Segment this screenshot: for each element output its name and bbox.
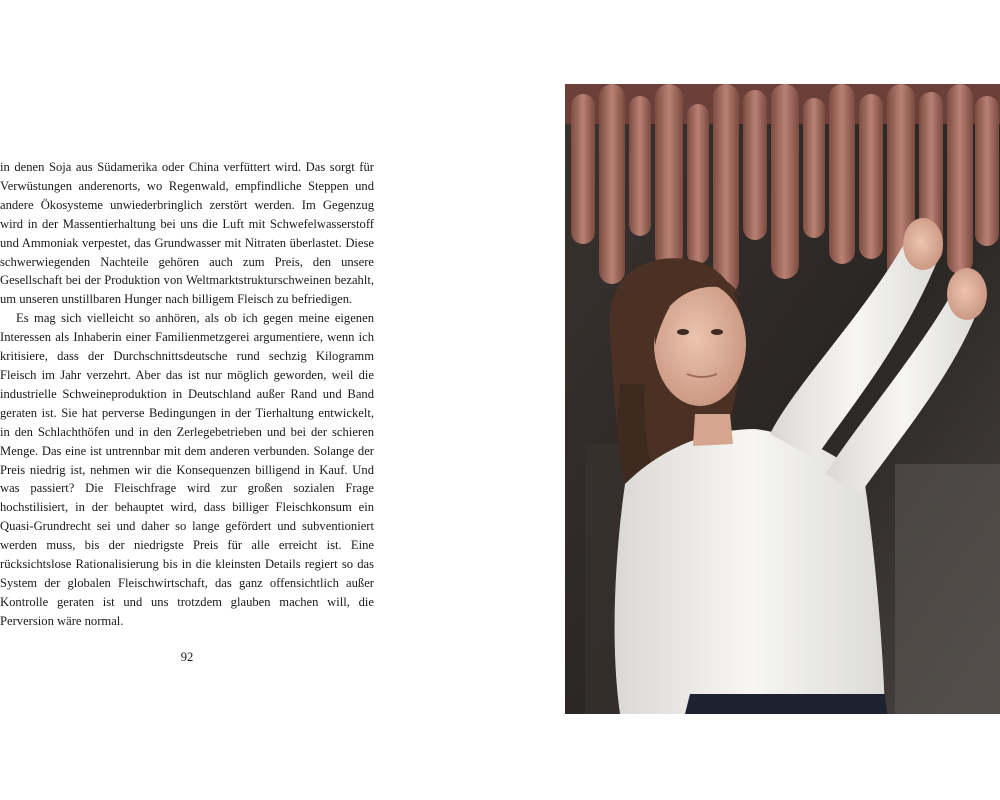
butcher-photo — [565, 84, 1000, 714]
paragraph-2: Es mag sich vielleicht so anhören, als ob ich gegen meine eigenen Interessen als Inhaberin einer Familienmetzgerei argumentiere, wenn ich kritisiere, dass der Durchschnittsdeutsche rund sechzig Kilogramm Fleisch im Jahr verzehrt. Aber das ist nur möglich geworden, weil die industrielle Schweineproduktion in Deutschland außer Rand und Band geraten ist. Sie hat perverse Bedingungen in der Tierhaltung entwickelt, in den Schlachthöfen und in den Zerlegebetrieben und bei der schieren Menge. Das eine ist untrennbar mit dem anderen verbunden. Solange der Preis niedrig ist, nehmen wir die Konsequenzen billigend in Kauf. Und was passiert? Die Fleischfrage wird zur großen sozialen Frage hochstilisiert, in der behauptet wird, dass billiger Fleischkonsum ein Quasi-Grundrecht sei und daher so lange gefördert und subventioniert werden muss, bis der niedrigste Preis für alle erreicht ist. Eine rücksichtslose Rationalisierung bis in die kleinsten Details regiert so das System der globalen Fleischwirtschaft, das ganz offensichtlich außer Kontrolle geraten ist und uns trotzdem glauben machen will, die Perversion wäre normal. — [0, 311, 374, 628]
page-number: 92 — [180, 650, 194, 664]
butcher-photo-illustration — [565, 84, 1000, 714]
paragraph-1: in denen Soja aus Südamerika oder China verfüttert wird. Das sorgt für Verwüstungen anderenorts, wo Regenwald, empfindliche Steppen und andere Ökosysteme unwiederbringlich zerstört werden. Im Gegenzug wird in der Massentierhaltung bei uns die Luft mit Schwefelwasserstoff und Ammoniak verpestet, das Grundwasser mit Nitraten überlastet. Diese schwerwiegenden Nachteile gehören auch zum Preis, den unsere Gesellschaft bei der Produktion von Weltmarktstrukturschweinen bezahlt, um unseren unstillbaren Hunger nach billigem Fleisch zu befriedigen. — [0, 160, 374, 307]
body-text — [0, 158, 374, 631]
